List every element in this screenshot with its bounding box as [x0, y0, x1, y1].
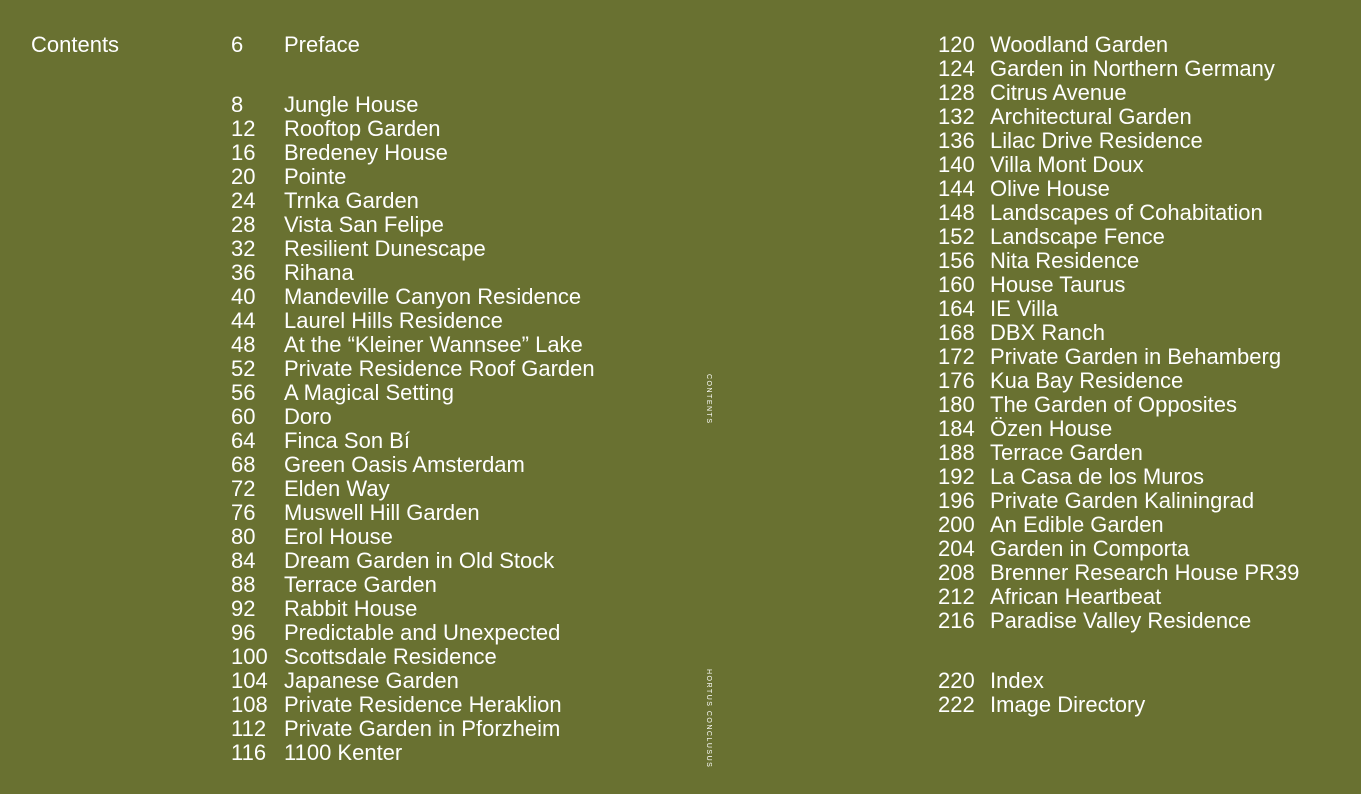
toc-entry — [938, 537, 1299, 561]
toc-entry — [938, 561, 1299, 585]
toc-entry — [231, 213, 595, 237]
entry-title: DBX Ranch — [990, 320, 1105, 345]
page-number: 204 — [938, 536, 975, 561]
entry-title: Resilient Dunescape — [284, 236, 486, 261]
entry-title: Preface — [284, 32, 360, 57]
toc-entry — [938, 297, 1299, 321]
page-number: 24 — [231, 188, 256, 213]
section-gap — [938, 633, 1299, 669]
toc-entry — [938, 201, 1299, 225]
toc-entry — [231, 117, 595, 141]
page-number: 184 — [938, 416, 975, 441]
page-number: 8 — [231, 92, 244, 117]
page-number: 116 — [231, 740, 267, 765]
entry-title: Vista San Felipe — [284, 212, 444, 237]
page-title: Contents — [31, 32, 120, 57]
entry-title: IE Villa — [990, 296, 1059, 321]
entry-title: Scottsdale Residence — [284, 644, 497, 669]
page-number: 172 — [938, 344, 975, 369]
entry-title: Image Directory — [990, 692, 1146, 717]
page-number: 108 — [231, 692, 268, 717]
page-number: 180 — [938, 392, 975, 417]
page-number: 164 — [938, 296, 975, 321]
toc-entry — [938, 225, 1299, 249]
entry-title: Olive House — [990, 176, 1110, 201]
toc-entry — [938, 441, 1299, 465]
page-number: 16 — [231, 140, 256, 165]
toc-entry — [231, 501, 595, 525]
entry-title: Terrace Garden — [284, 572, 437, 597]
page-number: 144 — [938, 176, 975, 201]
page-number: 156 — [938, 248, 975, 273]
page-number: 64 — [231, 428, 256, 453]
toc-entry — [231, 309, 595, 333]
entry-title: Landscape Fence — [990, 224, 1165, 249]
page-number: 40 — [231, 284, 256, 309]
toc-entry — [938, 105, 1299, 129]
page-number: 88 — [231, 572, 256, 597]
toc-entry — [231, 525, 595, 549]
toc-entry — [938, 609, 1299, 633]
page-number: 208 — [938, 560, 975, 585]
toc-entry — [231, 33, 595, 57]
entry-title: The Garden of Opposites — [990, 392, 1238, 417]
toc-entry — [231, 189, 595, 213]
page-number: 60 — [231, 404, 256, 429]
toc-entries-list — [231, 93, 595, 765]
toc-column-right — [938, 33, 1299, 717]
toc-entry — [231, 285, 595, 309]
entry-title: An Edible Garden — [990, 512, 1164, 537]
page-number: 192 — [938, 464, 975, 489]
toc-entry — [231, 717, 595, 741]
toc-entry — [231, 453, 595, 477]
entry-title: Bredeney House — [284, 140, 448, 165]
page-number: 80 — [231, 524, 256, 549]
entry-title: Trnka Garden — [284, 188, 419, 213]
entry-title: Private Residence Heraklion — [284, 692, 562, 717]
running-head-section: CONTENTS — [705, 374, 712, 425]
entry-title: African Heartbeat — [990, 584, 1162, 609]
toc-entry — [231, 165, 595, 189]
page-number: 168 — [938, 320, 975, 345]
entry-title: Garden in Comporta — [990, 536, 1190, 561]
entry-title: Brenner Research House PR39 — [990, 560, 1300, 585]
page-number: 44 — [231, 308, 256, 333]
entry-title: Nita Residence — [990, 248, 1140, 273]
toc-entry — [938, 33, 1299, 57]
toc-entry — [231, 573, 595, 597]
page-number: 84 — [231, 548, 256, 573]
page-number: 76 — [231, 500, 256, 525]
entry-title: Index — [990, 668, 1044, 693]
entry-title: Landscapes of Cohabitation — [990, 200, 1263, 225]
page-number: 112 — [231, 716, 267, 741]
entry-title: Woodland Garden — [990, 32, 1169, 57]
page-number: 36 — [231, 260, 256, 285]
toc-entry — [938, 693, 1299, 717]
page-number: 200 — [938, 512, 975, 537]
toc-entry — [938, 249, 1299, 273]
toc-entry — [231, 693, 595, 717]
toc-entry — [231, 141, 595, 165]
entry-title: Private Garden Kaliningrad — [990, 488, 1255, 513]
toc-entry — [231, 669, 595, 693]
page-number: 124 — [938, 56, 975, 81]
entry-title: Paradise Valley Residence — [990, 608, 1252, 633]
entry-title: At the “Kleiner Wannsee” Lake — [284, 332, 583, 357]
entry-title: Laurel Hills Residence — [284, 308, 503, 333]
page-number: 100 — [231, 644, 268, 669]
toc-entry — [231, 597, 595, 621]
entry-title: A Magical Setting — [284, 380, 454, 405]
toc-column-left — [231, 33, 595, 765]
entry-title: Lilac Drive Residence — [990, 128, 1203, 153]
page-number: 56 — [231, 380, 256, 405]
toc-entry — [938, 153, 1299, 177]
toc-entry — [938, 393, 1299, 417]
page-number: 140 — [938, 152, 975, 177]
page-number: 220 — [938, 668, 975, 693]
entry-title: 1100 Kenter — [284, 740, 403, 765]
page-number: 216 — [938, 608, 975, 633]
entry-title: Private Garden in Pforzheim — [284, 716, 561, 741]
toc-entry — [231, 237, 595, 261]
page-number: 132 — [938, 104, 975, 129]
page-number: 6 — [231, 32, 244, 57]
entry-title: Green Oasis Amsterdam — [284, 452, 525, 477]
page-number: 52 — [231, 356, 256, 381]
toc-entry — [938, 369, 1299, 393]
toc-entry — [231, 261, 595, 285]
entry-title: Terrace Garden — [990, 440, 1143, 465]
section-gap — [231, 57, 595, 93]
toc-entries-list — [938, 33, 1299, 633]
page-number: 68 — [231, 452, 256, 477]
toc-entry — [231, 621, 595, 645]
entry-title: Rihana — [284, 260, 354, 285]
entry-title: Finca Son Bí — [284, 428, 410, 453]
toc-intro-list — [231, 33, 595, 57]
toc-entry — [938, 513, 1299, 537]
page-number: 148 — [938, 200, 975, 225]
toc-entry — [231, 405, 595, 429]
toc-entry — [231, 477, 595, 501]
page-number: 212 — [938, 584, 975, 609]
toc-entry — [938, 81, 1299, 105]
page-number: 222 — [938, 692, 975, 717]
entry-title: Private Residence Roof Garden — [284, 356, 595, 381]
toc-entry — [231, 429, 595, 453]
toc-entry — [938, 273, 1299, 297]
page-number: 28 — [231, 212, 256, 237]
toc-entry — [938, 57, 1299, 81]
entry-title: Erol House — [284, 524, 393, 549]
page-number: 120 — [938, 32, 975, 57]
page-number: 20 — [231, 164, 256, 189]
entry-title: Japanese Garden — [284, 668, 459, 693]
toc-entry — [938, 345, 1299, 369]
toc-entry — [938, 321, 1299, 345]
running-head-book-title: HORTUS CONCLUSUS — [705, 669, 712, 769]
entry-title: Mandeville Canyon Residence — [284, 284, 582, 309]
entry-title: Citrus Avenue — [990, 80, 1127, 105]
page-number: 72 — [231, 476, 256, 501]
entry-title: Rooftop Garden — [284, 116, 441, 141]
toc-entry — [231, 333, 595, 357]
entry-title: Rabbit House — [284, 596, 418, 621]
entry-title: Architectural Garden — [990, 104, 1192, 129]
entry-title: Muswell Hill Garden — [284, 500, 480, 525]
page-number: 128 — [938, 80, 975, 105]
page-number: 96 — [231, 620, 256, 645]
page-number: 152 — [938, 224, 975, 249]
toc-entry — [938, 585, 1299, 609]
toc-entry — [231, 93, 595, 117]
toc-entry — [938, 417, 1299, 441]
entry-title: Villa Mont Doux — [990, 152, 1144, 177]
entry-title: Private Garden in Behamberg — [990, 344, 1282, 369]
page-number: 176 — [938, 368, 975, 393]
toc-entry — [231, 381, 595, 405]
page-number: 196 — [938, 488, 975, 513]
toc-entry — [231, 357, 595, 381]
toc-entry — [938, 129, 1299, 153]
page-number: 48 — [231, 332, 256, 357]
toc-entry — [938, 177, 1299, 201]
entry-title: Predictable and Unexpected — [284, 620, 561, 645]
page-number: 92 — [231, 596, 256, 621]
entry-title: Dream Garden in Old Stock — [284, 548, 555, 573]
page-number: 188 — [938, 440, 975, 465]
page-number: 104 — [231, 668, 268, 693]
entry-title: House Taurus — [990, 272, 1126, 297]
toc-entry — [231, 741, 595, 765]
page-number: 32 — [231, 236, 256, 261]
entry-title: Kua Bay Residence — [990, 368, 1184, 393]
toc-entry — [938, 489, 1299, 513]
toc-back-matter-list — [938, 669, 1299, 717]
entry-title: Jungle House — [284, 92, 419, 117]
entry-title: Elden Way — [284, 476, 390, 501]
toc-entry — [938, 669, 1299, 693]
entry-title: Garden in Northern Germany — [990, 56, 1275, 81]
page-number: 136 — [938, 128, 975, 153]
page-number: 12 — [231, 116, 256, 141]
entry-title: Özen House — [990, 416, 1113, 441]
entry-title: Doro — [284, 404, 332, 429]
page-number: 160 — [938, 272, 975, 297]
toc-entry — [231, 645, 595, 669]
toc-entry — [938, 465, 1299, 489]
toc-entry — [231, 549, 595, 573]
entry-title: La Casa de los Muros — [990, 464, 1204, 489]
entry-title: Pointe — [284, 164, 347, 189]
